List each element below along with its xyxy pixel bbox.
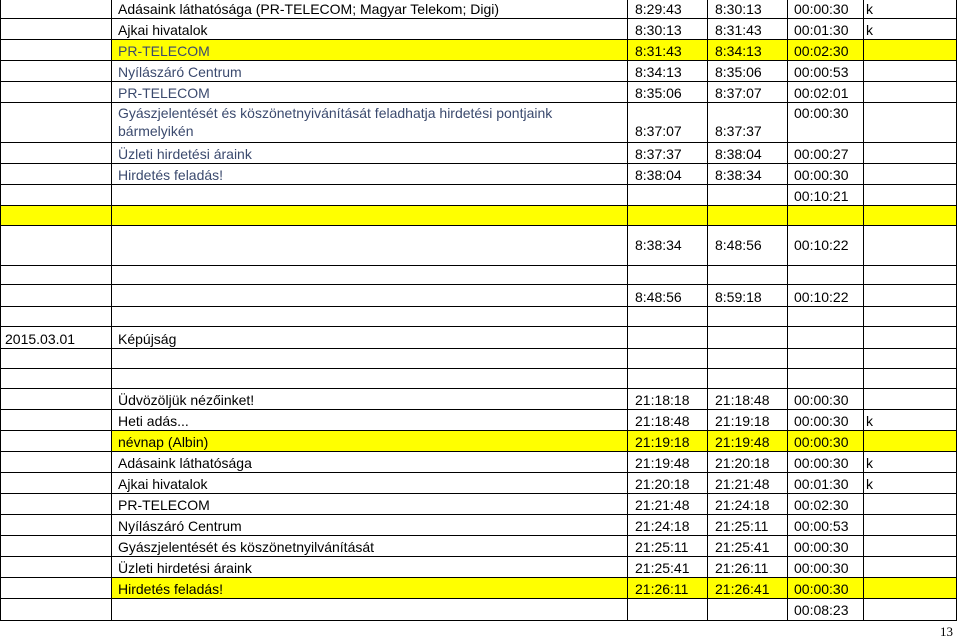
program-title-cont: bármelyikén xyxy=(118,123,194,139)
table-cell xyxy=(864,103,957,143)
table-row xyxy=(0,557,959,578)
table-cell xyxy=(112,389,628,410)
table-cell xyxy=(628,266,708,285)
table-row xyxy=(0,515,959,536)
start-time: 21:26:11 xyxy=(635,581,689,597)
table-cell xyxy=(0,349,112,369)
table-cell xyxy=(628,164,708,185)
table-cell xyxy=(864,226,957,266)
table-row xyxy=(0,431,959,452)
table-cell xyxy=(628,599,708,621)
duration: 00:00:27 xyxy=(794,146,849,162)
table-row xyxy=(0,452,959,473)
table-row xyxy=(0,82,959,103)
table-cell xyxy=(628,557,708,578)
end-time: 21:24:18 xyxy=(715,497,770,513)
program-title: Hirdetés feladás! xyxy=(118,581,224,597)
table-cell xyxy=(112,266,628,285)
table-cell xyxy=(864,389,957,410)
table-cell xyxy=(788,185,864,206)
table-cell xyxy=(788,164,864,185)
table-cell xyxy=(864,327,957,349)
table-cell xyxy=(708,0,788,19)
table-cell xyxy=(708,103,788,143)
table-cell xyxy=(628,431,708,452)
table-cell xyxy=(708,327,788,349)
table-cell xyxy=(708,226,788,266)
start-time: 8:34:13 xyxy=(635,64,682,80)
subtotal: 00:08:23 xyxy=(794,602,849,618)
start-time: 8:37:37 xyxy=(635,146,682,162)
table-cell xyxy=(788,431,864,452)
table-row xyxy=(0,19,959,40)
table-cell xyxy=(112,494,628,515)
end-time: 21:21:48 xyxy=(715,476,770,492)
table-cell xyxy=(864,431,957,452)
table-row xyxy=(0,410,959,431)
flag-mark: k xyxy=(866,476,873,492)
table-cell xyxy=(628,82,708,103)
table-cell xyxy=(0,536,112,557)
table-cell xyxy=(864,494,957,515)
table-cell xyxy=(788,494,864,515)
table-cell xyxy=(864,307,957,327)
table-cell xyxy=(788,452,864,473)
date-row xyxy=(0,327,959,349)
table-cell xyxy=(628,327,708,349)
table-cell xyxy=(112,410,628,431)
table-cell xyxy=(0,557,112,578)
table-cell xyxy=(864,285,957,307)
table-cell xyxy=(708,206,788,226)
table-cell xyxy=(112,185,628,206)
duration: 00:00:30 xyxy=(794,1,849,17)
table-cell xyxy=(708,515,788,536)
table-cell xyxy=(864,19,957,40)
program-title: PR-TELECOM xyxy=(118,85,210,101)
empty-row xyxy=(0,307,959,327)
table-cell xyxy=(628,494,708,515)
start-time: 8:37:07 xyxy=(635,123,682,139)
table-cell xyxy=(864,185,957,206)
end-time: 8:37:37 xyxy=(715,123,762,139)
program-title: Gyászjelentését és köszönetnyilvánítását xyxy=(118,539,375,555)
table-cell xyxy=(0,369,112,389)
start-time: 8:35:06 xyxy=(635,85,682,101)
table-cell xyxy=(0,82,112,103)
table-cell xyxy=(864,164,957,185)
program-title: névnap (Albin) xyxy=(118,434,209,450)
duration: 00:00:30 xyxy=(794,413,849,429)
table-cell xyxy=(708,285,788,307)
table-cell xyxy=(708,349,788,369)
table-cell xyxy=(628,452,708,473)
table-cell xyxy=(112,452,628,473)
table-cell xyxy=(112,206,628,226)
table-cell xyxy=(112,103,628,143)
table-cell xyxy=(112,40,628,61)
table-cell xyxy=(708,266,788,285)
table-cell xyxy=(0,515,112,536)
repeat-row xyxy=(0,285,959,307)
table-cell xyxy=(708,410,788,431)
table-cell xyxy=(0,19,112,40)
table-cell xyxy=(708,599,788,621)
table-cell xyxy=(628,307,708,327)
table-cell xyxy=(788,266,864,285)
table-cell xyxy=(0,226,112,266)
table-cell xyxy=(628,226,708,266)
end-time: 8:30:13 xyxy=(715,1,762,17)
program-title: Adásaink láthatósága (PR-TELECOM; Magyar Telekom; Digi) xyxy=(118,1,500,17)
table-cell xyxy=(864,515,957,536)
table-cell xyxy=(0,452,112,473)
table-cell xyxy=(628,0,708,19)
end-time: 21:19:18 xyxy=(715,413,770,429)
table-cell xyxy=(708,452,788,473)
table-cell xyxy=(864,578,957,599)
table-cell xyxy=(708,557,788,578)
table-cell xyxy=(788,536,864,557)
table-cell xyxy=(0,473,112,494)
table-cell xyxy=(628,389,708,410)
table-cell xyxy=(0,206,112,226)
table-cell xyxy=(788,285,864,307)
table-cell xyxy=(708,536,788,557)
table-cell xyxy=(112,578,628,599)
table-cell xyxy=(708,369,788,389)
program-title: Ajkai hivatalok xyxy=(118,476,208,492)
table-cell xyxy=(0,164,112,185)
table-row xyxy=(0,164,959,185)
table-cell xyxy=(112,327,628,349)
table-cell xyxy=(864,40,957,61)
end-time: 8:34:13 xyxy=(715,43,762,59)
end-time: 8:59:18 xyxy=(715,289,762,305)
table-cell xyxy=(112,599,628,621)
program-title: Adásaink láthatósága xyxy=(118,455,252,471)
table-row xyxy=(0,0,959,19)
table-cell xyxy=(708,494,788,515)
table-row xyxy=(0,143,959,164)
flag-mark: k xyxy=(866,1,873,17)
highlight-row xyxy=(0,206,959,226)
start-time: 8:30:13 xyxy=(635,22,682,38)
table-cell xyxy=(0,0,112,19)
program-title: Üzleti hirdetési áraink xyxy=(118,560,252,576)
program-title: Üzleti hirdetési áraink xyxy=(118,146,252,162)
duration: 00:02:30 xyxy=(794,497,849,513)
table-cell xyxy=(112,0,628,19)
table-cell xyxy=(788,0,864,19)
table-cell xyxy=(864,266,957,285)
table-cell xyxy=(112,143,628,164)
table-cell xyxy=(628,19,708,40)
table-cell xyxy=(628,285,708,307)
table-cell xyxy=(788,226,864,266)
table-cell xyxy=(788,82,864,103)
table-cell xyxy=(864,536,957,557)
duration: 00:00:30 xyxy=(794,560,849,576)
end-time: 8:48:56 xyxy=(715,237,762,253)
duration: 00:02:30 xyxy=(794,43,849,59)
program-title: Üdvözöljük nézőinket! xyxy=(118,392,255,408)
end-time: 8:31:43 xyxy=(715,22,762,38)
duration: 00:00:30 xyxy=(794,105,849,121)
table-cell xyxy=(112,61,628,82)
table-cell xyxy=(864,599,957,621)
start-time: 8:38:34 xyxy=(635,237,682,253)
end-time: 21:26:11 xyxy=(715,560,769,576)
table-cell xyxy=(788,557,864,578)
program-title: Nyílászáró Centrum xyxy=(118,64,242,80)
program-title: Nyílászáró Centrum xyxy=(118,518,242,534)
table-cell xyxy=(112,473,628,494)
table-cell xyxy=(708,307,788,327)
table-cell xyxy=(708,431,788,452)
table-cell xyxy=(708,61,788,82)
empty-row xyxy=(0,349,959,369)
table-cell xyxy=(788,515,864,536)
end-time: 21:19:48 xyxy=(715,434,770,450)
table-cell xyxy=(788,61,864,82)
program-title: Heti adás... xyxy=(118,413,189,429)
table-cell xyxy=(0,285,112,307)
table-cell xyxy=(708,19,788,40)
table-cell xyxy=(864,452,957,473)
end-time: 21:25:11 xyxy=(715,518,769,534)
repeat-row xyxy=(0,226,959,266)
table-cell xyxy=(708,143,788,164)
table-cell xyxy=(0,599,112,621)
duration: 00:00:30 xyxy=(794,455,849,471)
program-title: PR-TELECOM xyxy=(118,43,210,59)
program-title: Hirdetés feladás! xyxy=(118,167,224,183)
table-cell xyxy=(628,61,708,82)
table-cell xyxy=(864,349,957,369)
table-cell xyxy=(0,431,112,452)
end-time: 21:25:41 xyxy=(715,539,770,555)
flag-mark: k xyxy=(866,413,873,429)
table-cell xyxy=(0,494,112,515)
start-time: 21:24:18 xyxy=(635,518,690,534)
table-cell xyxy=(0,578,112,599)
duration: 00:00:30 xyxy=(794,434,849,450)
table-cell xyxy=(628,349,708,369)
subtotal-row xyxy=(0,185,959,206)
duration: 00:00:30 xyxy=(794,392,849,408)
table-cell xyxy=(788,410,864,431)
table-cell xyxy=(708,473,788,494)
duration: 00:01:30 xyxy=(794,476,849,492)
table-cell xyxy=(864,369,957,389)
end-time: 21:18:48 xyxy=(715,392,770,408)
table-cell xyxy=(628,473,708,494)
start-time: 8:48:56 xyxy=(635,289,682,305)
end-time: 21:26:41 xyxy=(715,581,770,597)
table-cell xyxy=(0,103,112,143)
table-cell xyxy=(0,327,112,349)
table-cell xyxy=(788,578,864,599)
table-cell xyxy=(112,307,628,327)
table-cell xyxy=(864,410,957,431)
table-cell xyxy=(628,143,708,164)
table-cell xyxy=(708,82,788,103)
table-row xyxy=(0,40,959,61)
table-cell xyxy=(864,473,957,494)
program-title: PR-TELECOM xyxy=(118,497,210,513)
table-cell xyxy=(864,61,957,82)
table-cell xyxy=(788,40,864,61)
table-cell xyxy=(708,164,788,185)
duration: 00:10:22 xyxy=(794,289,849,305)
table-row xyxy=(0,494,959,515)
table-cell xyxy=(0,389,112,410)
table-cell xyxy=(788,369,864,389)
section-title: Képújság xyxy=(118,331,177,347)
table-cell xyxy=(628,185,708,206)
table-cell xyxy=(628,40,708,61)
start-time: 8:38:04 xyxy=(635,167,682,183)
duration: 00:00:30 xyxy=(794,581,849,597)
empty-row xyxy=(0,266,959,285)
table-cell xyxy=(0,143,112,164)
table-cell xyxy=(112,226,628,266)
start-time: 21:19:48 xyxy=(635,455,690,471)
table-cell xyxy=(864,143,957,164)
table-row xyxy=(0,61,959,82)
table-row xyxy=(0,389,959,410)
table-cell xyxy=(788,349,864,369)
duration: 00:10:22 xyxy=(794,237,849,253)
table-row xyxy=(0,536,959,557)
table-cell xyxy=(864,82,957,103)
table-cell xyxy=(0,40,112,61)
start-time: 21:25:41 xyxy=(635,560,690,576)
table-cell xyxy=(788,206,864,226)
flag-mark: k xyxy=(866,22,873,38)
end-time: 8:37:07 xyxy=(715,85,762,101)
end-time: 8:35:06 xyxy=(715,64,762,80)
table-cell xyxy=(788,103,864,143)
table-cell xyxy=(112,19,628,40)
duration: 00:01:30 xyxy=(794,22,849,38)
subtotal-row xyxy=(0,599,959,621)
duration: 00:02:01 xyxy=(794,85,849,101)
end-time: 8:38:04 xyxy=(715,146,762,162)
flag-mark: k xyxy=(866,455,873,471)
end-time: 21:20:18 xyxy=(715,455,770,471)
table-cell xyxy=(628,206,708,226)
start-time: 21:21:48 xyxy=(635,497,690,513)
start-time: 21:20:18 xyxy=(635,476,690,492)
table-cell xyxy=(0,266,112,285)
table-row xyxy=(0,578,959,599)
table-row xyxy=(0,103,959,143)
end-time: 8:38:34 xyxy=(715,167,762,183)
table-cell xyxy=(788,143,864,164)
table-cell xyxy=(708,578,788,599)
subtotal: 00:10:21 xyxy=(794,188,849,204)
broadcast-date: 2015.03.01 xyxy=(5,331,76,347)
table-cell xyxy=(0,307,112,327)
start-time: 21:19:18 xyxy=(635,434,690,450)
program-title: Ajkai hivatalok xyxy=(118,22,208,38)
duration: 00:00:30 xyxy=(794,167,849,183)
table-cell xyxy=(864,0,957,19)
start-time: 8:31:43 xyxy=(635,43,682,59)
table-cell xyxy=(0,61,112,82)
duration: 00:00:53 xyxy=(794,64,849,80)
table-cell xyxy=(708,40,788,61)
table-cell xyxy=(112,515,628,536)
table-cell xyxy=(112,285,628,307)
table-cell xyxy=(628,515,708,536)
table-cell xyxy=(788,473,864,494)
table-cell xyxy=(788,389,864,410)
duration: 00:00:30 xyxy=(794,539,849,555)
page-number: 13 xyxy=(940,624,953,639)
table-cell xyxy=(788,327,864,349)
table-cell xyxy=(0,410,112,431)
table-cell xyxy=(628,103,708,143)
table-cell xyxy=(708,389,788,410)
table-cell xyxy=(112,349,628,369)
table-cell xyxy=(788,19,864,40)
table-cell xyxy=(864,557,957,578)
table-cell xyxy=(628,369,708,389)
start-time: 21:25:11 xyxy=(635,539,689,555)
table-cell xyxy=(628,578,708,599)
table-cell xyxy=(112,536,628,557)
table-cell xyxy=(112,369,628,389)
table-cell xyxy=(0,185,112,206)
table-cell xyxy=(788,307,864,327)
table-cell xyxy=(628,536,708,557)
table-cell xyxy=(864,206,957,226)
duration: 00:00:53 xyxy=(794,518,849,534)
table-cell xyxy=(112,164,628,185)
table-row xyxy=(0,473,959,494)
program-title: Gyászjelentését és köszönetnyivánítását feladhatja hirdetési pontjaink xyxy=(118,105,553,121)
start-time: 8:29:43 xyxy=(635,1,682,17)
table-cell xyxy=(708,185,788,206)
table-cell xyxy=(628,410,708,431)
table-cell xyxy=(112,557,628,578)
table-cell xyxy=(112,431,628,452)
table-cell xyxy=(788,599,864,621)
table-cell xyxy=(112,82,628,103)
start-time: 21:18:18 xyxy=(635,392,690,408)
start-time: 21:18:48 xyxy=(635,413,690,429)
empty-row xyxy=(0,369,959,389)
